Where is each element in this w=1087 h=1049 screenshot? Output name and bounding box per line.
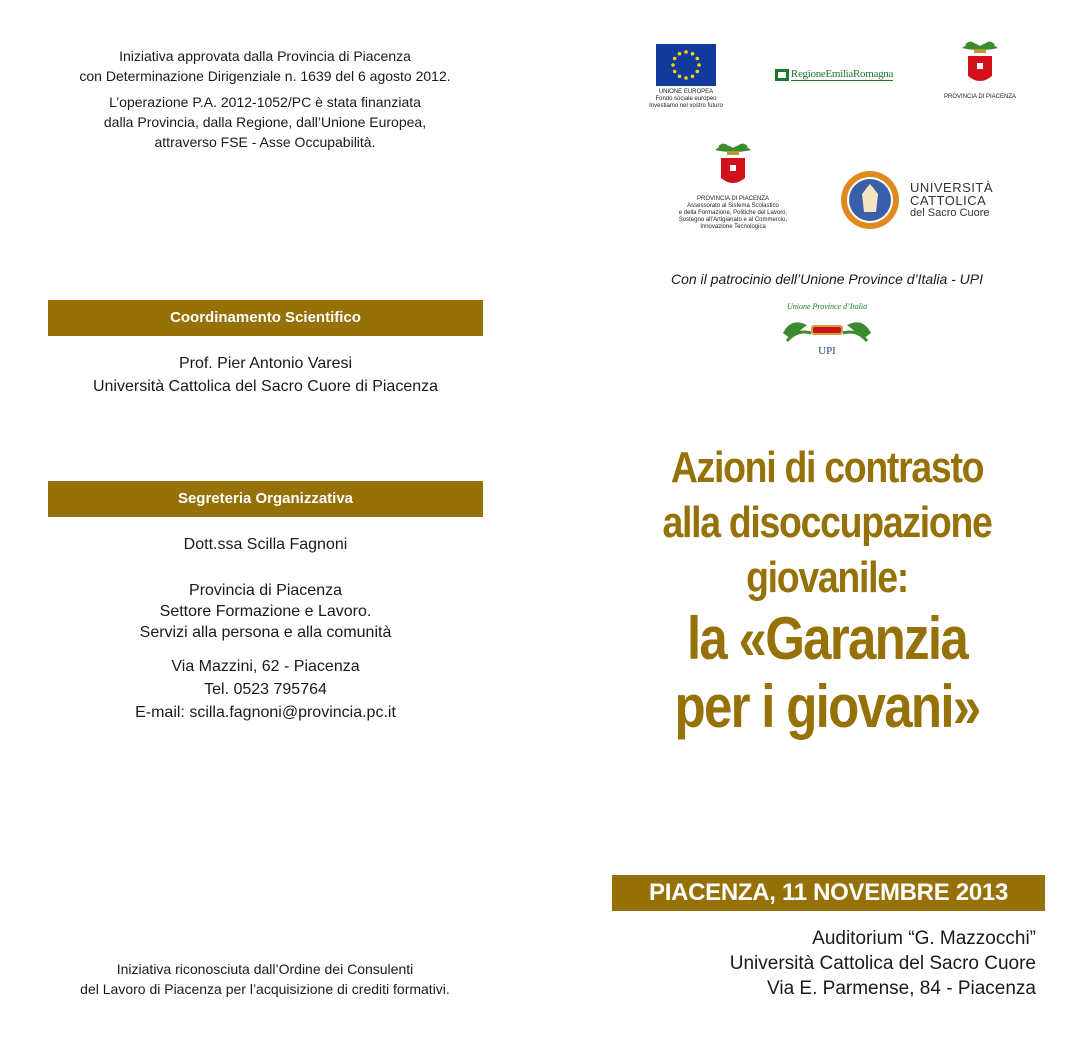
title-line: alla disoccupazione <box>662 498 992 547</box>
recognition-note <box>40 959 490 999</box>
ucsc-logo <box>840 170 1000 230</box>
eu-caption: Investiamo nel vostro futuro <box>649 103 723 109</box>
upi-caption: UPI <box>818 345 836 357</box>
eu-flag-icon <box>656 44 716 86</box>
coordinamento-block <box>48 352 483 398</box>
title-line: per i giovani» <box>674 673 980 740</box>
approval-note <box>40 46 490 152</box>
regione-name: RegioneEmiliaRomagna <box>790 68 894 80</box>
regione-logo <box>775 68 893 81</box>
assessorato-caption: Sostegno all’Artigianato e al Commercio, <box>678 217 788 223</box>
org-line: Servizi alla persona e alla comunità <box>139 624 392 641</box>
provincia-crest-icon <box>954 38 1006 90</box>
eu-logo <box>645 44 727 110</box>
upi-wreath-icon <box>777 311 877 347</box>
address: Via Mazzini, 62 - Piacenza <box>171 658 360 675</box>
eu-caption: UNIONE EUROPEA <box>658 89 714 95</box>
secretary-organization <box>48 580 483 643</box>
ucsc-name: CATTOLICA <box>910 193 987 208</box>
assessorato-caption: Assessorato al Sistema Scolastico <box>687 203 779 209</box>
upi-arc-text: Unione Province d’Italia <box>786 302 868 311</box>
approval-line: dalla Provincia, dalla Regione, dall’Unione Europea, <box>103 114 427 130</box>
ucsc-name: UNIVERSITÀ <box>910 180 994 195</box>
event-venue <box>612 926 1036 1001</box>
event-title <box>612 440 1042 741</box>
coordinator-name: Prof. Pier Antonio Varesi <box>178 355 353 372</box>
approval-line: Iniziativa approvata dalla Provincia di Piacenza <box>119 48 411 64</box>
approval-line: attraverso FSE - Asse Occupabilità. <box>154 134 376 150</box>
provincia-crest-icon <box>707 140 759 192</box>
approval-line: con Determinazione Dirigenziale n. 1639 del 6 agosto 2012. <box>79 68 451 84</box>
event-date: PIACENZA, 11 NOVEMBRE 2013 <box>612 875 1045 911</box>
venue-line: Auditorium “G. Mazzocchi” <box>812 928 1036 949</box>
secretary-contact <box>48 655 483 724</box>
recognition-line: del Lavoro di Piacenza per l’acquisizione di crediti formativi. <box>80 981 450 997</box>
patrocinio-note: Con il patrocinio dell’Unione Province d’Italia - UPI <box>670 271 984 287</box>
coordinator-institution: Università Cattolica del Sacro Cuore di Piacenza <box>92 378 439 395</box>
venue-line: Via E. Parmense, 84 - Piacenza <box>767 978 1036 999</box>
regione-flag-icon <box>775 69 789 81</box>
ucsc-name: del Sacro Cuore <box>910 207 990 219</box>
segreteria-heading: Segreteria Organizzativa <box>48 481 483 517</box>
assessorato-caption: Innovazione Tecnologica <box>700 224 766 230</box>
assessorato-caption: e della Formazione, Politiche del Lavoro, <box>678 210 788 216</box>
provincia-logo <box>940 38 1020 101</box>
eu-caption: Fondo sociale europeo <box>655 96 717 102</box>
provincia-caption: PROVINCIA DI PIACENZA <box>943 94 1016 100</box>
email: E-mail: scilla.fagnoni@provincia.pc.it <box>135 704 396 721</box>
assessorato-caption: PROVINCIA DI PIACENZA <box>696 196 769 202</box>
ucsc-seal-icon <box>840 170 900 230</box>
provincia-assessorato-logo <box>668 140 798 231</box>
approval-line: L’operazione P.A. 2012-1052/PC è stata finanziata <box>109 94 421 110</box>
org-line: Settore Formazione e Lavoro. <box>159 603 372 620</box>
title-line: la «Garanzia <box>686 605 968 672</box>
venue-line: Università Cattolica del Sacro Cuore <box>729 953 1036 974</box>
recognition-line: Iniziativa riconosciuta dall’Ordine dei Consulenti <box>116 961 414 977</box>
org-line: Provincia di Piacenza <box>189 582 342 599</box>
secretary-name: Dott.ssa Scilla Fagnoni <box>183 536 348 553</box>
coordinamento-heading: Coordinamento Scientifico <box>48 300 483 336</box>
title-line: Azioni di contrasto <box>670 443 984 492</box>
phone: Tel. 0523 795764 <box>204 681 327 698</box>
title-line: giovanile: <box>746 553 908 602</box>
upi-logo <box>772 302 882 357</box>
